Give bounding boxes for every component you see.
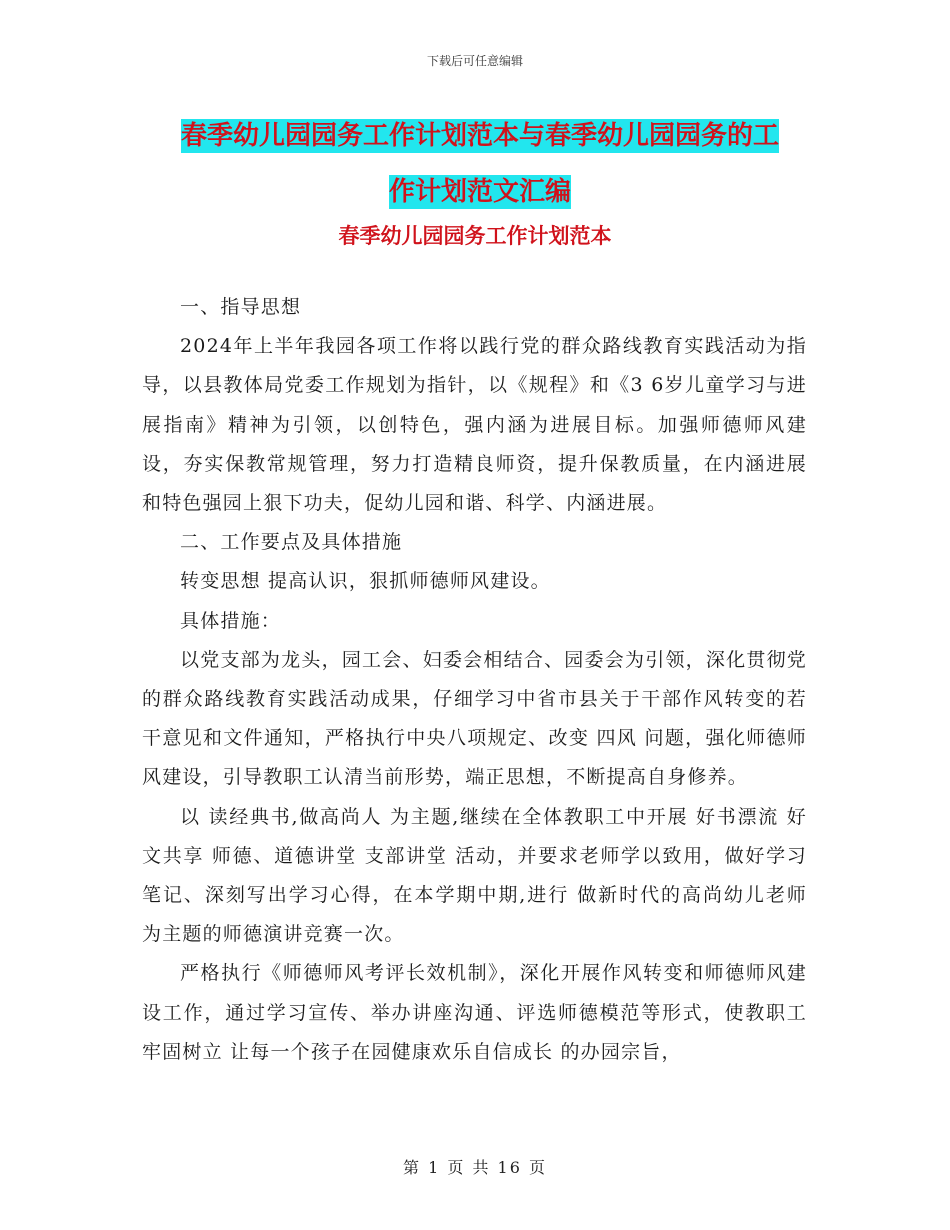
paragraph: 2024年上半年我园各项工作将以践行党的群众路线教育实践活动为指导，以县教体局党委工作规划为指针，以《规程》和《3 6岁儿童学习与进展指南》精神为引领，以创特色，强内涵为进展目标。加强师德师风建设，夯实保教常规管理，努力打造精良师资，提升保教质量，在内涵进展和特色强园上狠下功夫，促幼儿园和谐、科学、内涵进展。 — [142, 335, 807, 515]
paragraph: 以党支部为龙头，园工会、妇委会相结合、园委会为引领，深化贯彻党的群众路线教育实践活动成果，仔细学习中省市县关于干部作风转变的若干意见和文件通知，严格执行中央八项规定、改变 四风 问题，强化师德师风建设，引导教职工认清当前形势，端正思想，不断提高自身修养。 — [142, 648, 807, 789]
paragraph: 严格执行《师德师风考评长效机制》，深化开展作风转变和师德师风建设工作，通过学习宣传、举办讲座沟通、评选师德模范等形式，使教职工牢固树立 让每一个孩子在园健康欢乐自信成长 的办园宗旨， — [142, 962, 807, 1063]
paragraph: 以 读经典书,做高尚人 为主题,继续在全体教职工中开展 好书漂流 好文共享 师德、道德讲堂 支部讲堂 活动，并要求老师学以致用，做好学习笔记、深刻写出学习心得，在本学期中期,进行 做新时代的高尚幼儿老师 为主题的师德演讲竞赛一次。 — [142, 805, 807, 946]
heading-work-points: 二、工作要点及具体措施 — [180, 531, 403, 554]
document-title — [140, 108, 820, 220]
page-footer: 第 1 页 共 16 页 — [403, 1158, 547, 1177]
paragraph: 转变思想 提高认识，狠抓师德师风建设。 — [180, 570, 551, 593]
paragraph: 具体措施： — [180, 609, 282, 632]
title-line-1: 春季幼儿园园务工作计划范本与春季幼儿园园务的工 — [180, 121, 779, 151]
title-line-2: 作计划范文汇编 — [388, 177, 571, 207]
section-title: 春季幼儿园园务工作计划范本 — [338, 223, 612, 248]
header-note: 下载后可任意编辑 — [426, 54, 523, 68]
heading-guiding-ideology: 一、指导思想 — [180, 296, 302, 318]
document-body — [142, 288, 807, 1072]
